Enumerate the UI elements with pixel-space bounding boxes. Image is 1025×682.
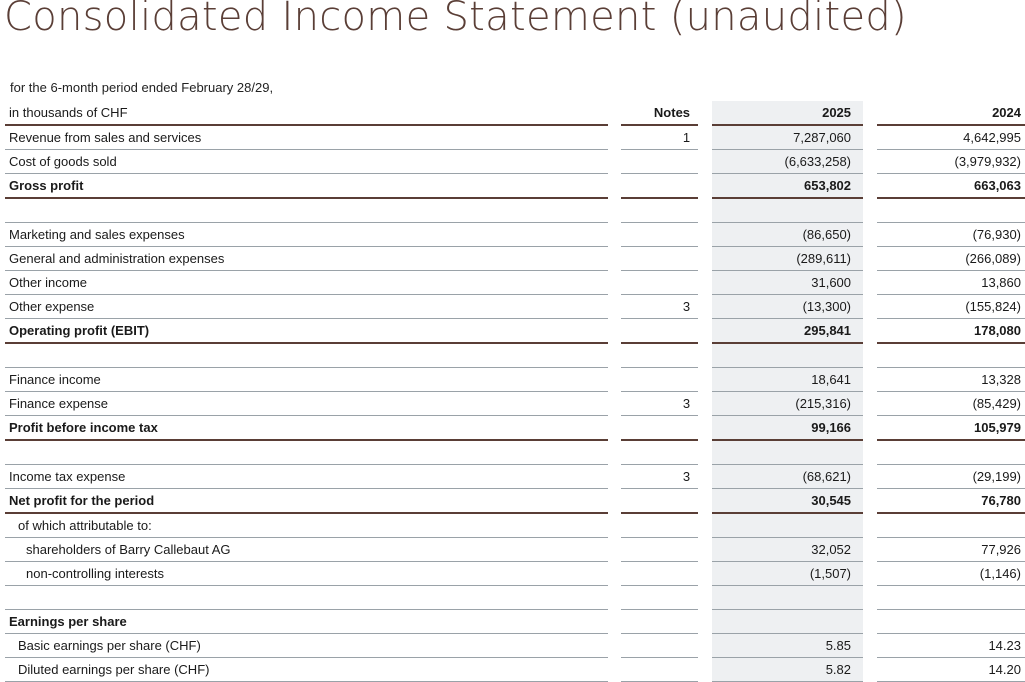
table-header-row [5,101,1025,126]
row-label: Other income [5,271,608,295]
row-notes: 3 [621,392,698,416]
row-revenue [5,126,1025,150]
row-finance-income [5,368,1025,392]
row-value-2024: 13,860 [877,271,1025,295]
row-label: Diluted earnings per share (CHF) [5,658,608,682]
row-label: Net profit for the period [5,489,608,514]
row-cost-of-goods-sold [5,150,1025,174]
row-value-2025 [712,610,863,634]
row-label: non-controlling interests [5,562,608,586]
row-notes [621,658,698,682]
row-notes: 3 [621,465,698,489]
row-notes [621,368,698,392]
row-value-2024: 178,080 [877,319,1025,344]
row-value-2024: (266,089) [877,247,1025,271]
row-value-2025: (6,633,258) [712,150,863,174]
row-notes [621,538,698,562]
row-value-2025: 31,600 [712,271,863,295]
row-shareholders [5,538,1025,562]
row-value-2024: 14.23 [877,634,1025,658]
row-notes [621,271,698,295]
row-value-2024: (29,199) [877,465,1025,489]
row-other-income [5,271,1025,295]
row-label: Finance income [5,368,608,392]
row-label: Operating profit (EBIT) [5,319,608,344]
row-value-2024: (3,979,932) [877,150,1025,174]
row-value-2024: 663,063 [877,174,1025,199]
row-notes [621,247,698,271]
row-operating-profit [5,319,1025,344]
row-label: Earnings per share [5,610,608,634]
row-notes [621,514,698,538]
row-finance-expense [5,392,1025,416]
row-label: Income tax expense [5,465,608,489]
row-label: shareholders of Barry Callebaut AG [5,538,608,562]
row-notes [621,634,698,658]
row-value-2024: 105,979 [877,416,1025,441]
row-label: Revenue from sales and services [5,126,608,150]
row-value-2025: (68,621) [712,465,863,489]
row-value-2025: 18,641 [712,368,863,392]
row-value-2025: (215,316) [712,392,863,416]
row-notes: 3 [621,295,698,319]
row-notes [621,416,698,441]
row-label: Marketing and sales expenses [5,223,608,247]
row-marketing-sales-expenses [5,223,1025,247]
row-value-2025: 5.85 [712,634,863,658]
row-value-2024 [877,514,1025,538]
row-notes [621,562,698,586]
row-notes: 1 [621,126,698,150]
row-income-tax-expense [5,465,1025,489]
row-value-2025 [712,514,863,538]
spacer-row [5,586,1025,610]
row-notes [621,610,698,634]
row-value-2025: 30,545 [712,489,863,514]
year-2024-column-header: 2024 [877,101,1025,126]
row-gross-profit [5,174,1025,199]
row-value-2025: 99,166 [712,416,863,441]
row-value-2024: 4,642,995 [877,126,1025,150]
row-label: Cost of goods sold [5,150,608,174]
row-diluted-eps [5,658,1025,682]
row-notes [621,319,698,344]
row-non-controlling-interests [5,562,1025,586]
row-profit-before-tax [5,416,1025,441]
row-value-2025: (1,507) [712,562,863,586]
year-2025-column-header: 2025 [712,101,863,126]
row-value-2024: 14.20 [877,658,1025,682]
row-value-2024: (1,146) [877,562,1025,586]
row-value-2025: 32,052 [712,538,863,562]
row-value-2025: (86,650) [712,223,863,247]
row-value-2025: 7,287,060 [712,126,863,150]
row-value-2025: (289,611) [712,247,863,271]
row-notes [621,223,698,247]
row-label: of which attributable to: [5,514,608,538]
row-label: Other expense [5,295,608,319]
row-label: Gross profit [5,174,608,199]
row-value-2024: 77,926 [877,538,1025,562]
row-value-2024: 76,780 [877,489,1025,514]
spacer-row [5,344,1025,368]
row-label: Finance expense [5,392,608,416]
spacer-row [5,199,1025,223]
period-caption: for the 6-month period ended February 28/29, [10,80,274,95]
row-value-2024: 13,328 [877,368,1025,392]
row-value-2025: 5.82 [712,658,863,682]
row-label: Profit before income tax [5,416,608,441]
row-label: General and administration expenses [5,247,608,271]
row-value-2024: (76,930) [877,223,1025,247]
row-notes [621,174,698,199]
row-net-profit [5,489,1025,514]
row-earnings-per-share-heading [5,610,1025,634]
row-notes [621,150,698,174]
income-statement-table [5,101,1025,682]
unit-caption: in thousands of CHF [5,101,608,126]
page-title: Consolidated Income Statement (unaudited) [4,0,907,40]
row-value-2024 [877,610,1025,634]
spacer-row [5,441,1025,465]
row-attributable-to [5,514,1025,538]
notes-column-header: Notes [621,101,698,126]
row-value-2025: 653,802 [712,174,863,199]
row-value-2024: (155,824) [877,295,1025,319]
row-notes [621,489,698,514]
row-value-2024: (85,429) [877,392,1025,416]
row-basic-eps [5,634,1025,658]
row-value-2025: 295,841 [712,319,863,344]
row-label: Basic earnings per share (CHF) [5,634,608,658]
row-general-admin-expenses [5,247,1025,271]
row-other-expense [5,295,1025,319]
row-value-2025: (13,300) [712,295,863,319]
